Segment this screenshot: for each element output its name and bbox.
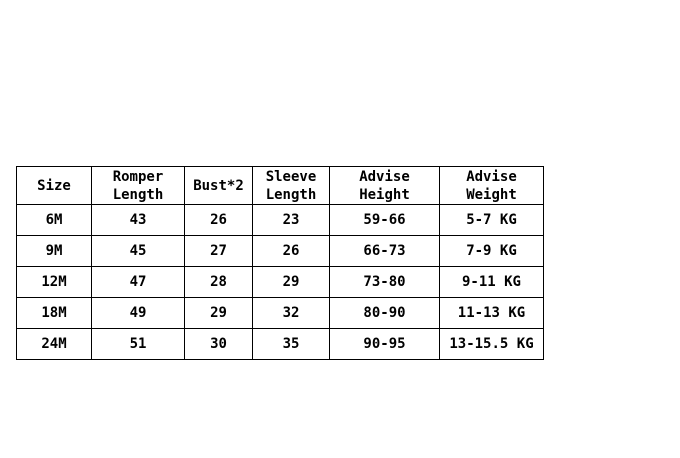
header-label: Size: [37, 177, 71, 194]
table-row: [17, 205, 544, 236]
cell-size: 6M: [17, 205, 92, 236]
cell-advise-weight: 13-15.5 KG: [440, 329, 544, 360]
table-header-row: [17, 167, 544, 205]
cell-bust: 26: [185, 205, 253, 236]
cell-sleeve-length: 35: [253, 329, 330, 360]
header-label: Height: [359, 186, 410, 203]
cell-size: 24M: [17, 329, 92, 360]
header-sleeve-length: [253, 167, 330, 205]
cell-advise-weight: 7-9 KG: [440, 236, 544, 267]
cell-romper-length: 43: [92, 205, 185, 236]
header-label: Romper: [112, 168, 164, 185]
size-chart-table: [16, 166, 544, 360]
cell-advise-weight: 9-11 KG: [440, 267, 544, 298]
header-label: Length: [112, 186, 164, 203]
cell-bust: 29: [185, 298, 253, 329]
header-bust: [185, 167, 253, 205]
table-row: [17, 236, 544, 267]
cell-advise-height: 59-66: [330, 205, 440, 236]
cell-advise-height: 66-73: [330, 236, 440, 267]
cell-advise-weight: 11-13 KG: [440, 298, 544, 329]
cell-bust: 27: [185, 236, 253, 267]
cell-advise-weight: 5-7 KG: [440, 205, 544, 236]
cell-sleeve-length: 26: [253, 236, 330, 267]
cell-romper-length: 47: [92, 267, 185, 298]
cell-size: 12M: [17, 267, 92, 298]
header-romper-length: [92, 167, 185, 205]
header-label: Sleeve: [265, 168, 317, 185]
cell-sleeve-length: 23: [253, 205, 330, 236]
header-label: Advise: [466, 168, 517, 185]
cell-romper-length: 49: [92, 298, 185, 329]
cell-size: 9M: [17, 236, 92, 267]
cell-romper-length: 51: [92, 329, 185, 360]
header-size: [17, 167, 92, 205]
cell-bust: 30: [185, 329, 253, 360]
header-advise-height: [330, 167, 440, 205]
cell-sleeve-length: 32: [253, 298, 330, 329]
cell-advise-height: 80-90: [330, 298, 440, 329]
cell-advise-height: 90-95: [330, 329, 440, 360]
header-advise-weight: [440, 167, 544, 205]
table-row: [17, 298, 544, 329]
header-label: Weight: [466, 186, 517, 203]
header-label: Length: [265, 186, 317, 203]
header-label: Bust*2: [193, 177, 244, 194]
cell-size: 18M: [17, 298, 92, 329]
table-row: [17, 329, 544, 360]
table-row: [17, 267, 544, 298]
header-label: Advise: [359, 168, 410, 185]
cell-sleeve-length: 29: [253, 267, 330, 298]
cell-advise-height: 73-80: [330, 267, 440, 298]
cell-bust: 28: [185, 267, 253, 298]
cell-romper-length: 45: [92, 236, 185, 267]
